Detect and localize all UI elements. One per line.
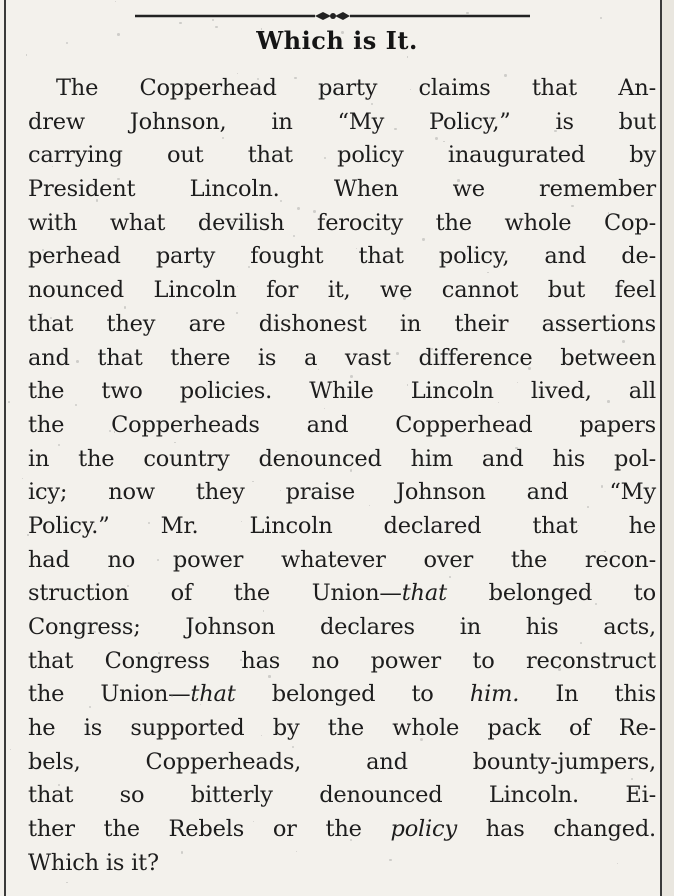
paper-speckle (641, 725, 643, 727)
line-text: the Copperheads and Copperhead papers (28, 411, 656, 438)
article-line (28, 577, 656, 611)
article-line (28, 813, 656, 847)
paper-speckle (148, 522, 150, 524)
article-line (28, 476, 656, 510)
line-text: nounced Lincoln for it, we cannot but feel (28, 277, 656, 304)
italic-text: that (190, 681, 236, 708)
line-text: the two policies. While Lincoln lived, all (28, 378, 656, 405)
paper-speckle (206, 385, 207, 386)
line-text: has changed. (456, 816, 656, 843)
paper-speckle (76, 360, 79, 363)
paper-speckle (10, 749, 11, 750)
article-line (28, 308, 656, 342)
italic-text: him. (469, 681, 520, 708)
paper-speckle (165, 465, 167, 467)
paper-speckle (237, 73, 238, 74)
line-text: in the country denounced him and his pol- (28, 445, 656, 472)
article-line (28, 746, 656, 780)
paper-speckle (407, 56, 409, 58)
paper-speckle (350, 375, 353, 378)
paper-speckle (407, 384, 409, 386)
article-body (28, 72, 656, 881)
paper-speckle (435, 137, 438, 140)
paper-speckle (181, 851, 183, 853)
line-text: the Union— (28, 681, 191, 708)
paper-speckle (221, 91, 222, 92)
paper-speckle (215, 26, 217, 28)
article-line (28, 847, 656, 881)
italic-text: that (401, 580, 447, 607)
ornament-rule (135, 10, 530, 22)
paper-speckle (174, 442, 175, 443)
paper-speckle (117, 33, 120, 36)
paper-speckle (27, 534, 29, 536)
paper-speckle (422, 238, 424, 240)
paper-speckle (410, 89, 411, 90)
line-text: carrying out that policy inaugurated by (28, 142, 656, 169)
line-text: Which is it? (28, 849, 159, 876)
article-line (28, 106, 656, 140)
paper-speckle (50, 317, 52, 319)
article-line (28, 544, 656, 578)
article-line (28, 712, 656, 746)
article-line (28, 375, 656, 409)
line-text: with what devilish ferocity the whole Cop- (28, 209, 656, 236)
line-text: Policy.” Mr. Lincoln declared that he (28, 512, 656, 539)
paper-speckle (22, 478, 23, 479)
adjacent-column-margin (662, 0, 674, 896)
paper-speckle (600, 17, 602, 19)
article-line (28, 611, 656, 645)
paper-speckle (89, 706, 91, 708)
article-line (28, 645, 656, 679)
paper-speckle (42, 249, 44, 251)
paper-speckle (313, 210, 316, 213)
paper-speckle (489, 117, 490, 118)
paper-speckle (504, 74, 506, 76)
paper-speckle (8, 401, 10, 403)
article-line (28, 443, 656, 477)
paper-speckle (571, 205, 573, 207)
paper-speckle (261, 28, 262, 29)
line-text: drew Johnson, in “My Policy,” is but (28, 108, 656, 135)
paper-speckle (350, 469, 352, 471)
paper-speckle (127, 585, 129, 587)
article-line (28, 173, 656, 207)
article-line (28, 342, 656, 376)
paper-speckle (466, 12, 468, 14)
paper-speckle (58, 784, 60, 786)
paper-speckle (403, 297, 406, 300)
paper-speckle (609, 766, 612, 769)
paper-speckle (222, 137, 224, 139)
paper-speckle (420, 738, 423, 741)
paper-speckle (573, 523, 575, 525)
article-title: Which is It. (256, 26, 418, 55)
article-line (28, 72, 656, 106)
paper-speckle (57, 866, 59, 868)
paper-speckle (578, 525, 579, 526)
line-text: that they are dishonest in their assertions (28, 310, 656, 337)
line-text: had no power whatever over the recon- (28, 546, 656, 573)
line-text: icy; now they praise Johnson and “My (28, 479, 656, 506)
paper-speckle (343, 793, 345, 795)
line-text: that so bitterly denounced Lincoln. Ei- (28, 782, 656, 809)
article-line (28, 274, 656, 308)
paper-speckle (179, 22, 182, 25)
paper-speckle (297, 207, 300, 210)
paper-speckle (304, 492, 306, 494)
paper-speckle (66, 882, 68, 884)
line-text: Congress; Johnson declares in his acts, (28, 614, 656, 640)
paper-speckle (498, 402, 499, 403)
article-line (28, 678, 656, 712)
article-line (28, 779, 656, 813)
article-line (28, 510, 656, 544)
line-text: belonged to (446, 580, 656, 607)
paper-speckle (257, 78, 259, 80)
paper-speckle (449, 576, 451, 578)
paper-speckle (268, 675, 270, 677)
paper-speckle (389, 859, 391, 861)
article-line (28, 409, 656, 443)
paper-speckle (157, 559, 159, 561)
line-text: perhead party fought that policy, and de- (28, 243, 656, 270)
line-text: that Congress has no power to reconstruct (28, 647, 656, 674)
article-line (28, 240, 656, 274)
paper-speckle (58, 444, 60, 446)
paper-speckle (93, 631, 95, 633)
line-text: ther the Rebels or the (28, 816, 391, 843)
paper-speckle (293, 235, 295, 237)
line-text: The Copperhead party claims that An- (56, 75, 656, 101)
line-text: belonged to (235, 681, 470, 708)
paper-speckle (115, 1, 116, 2)
paper-speckle (396, 352, 399, 355)
line-text: he is supported by the whole pack of Re- (28, 715, 656, 742)
paper-speckle (114, 431, 115, 432)
paper-speckle (607, 400, 610, 403)
paper-speckle (158, 652, 160, 654)
italic-text: policy (390, 816, 457, 843)
paper-speckle (443, 141, 444, 142)
article-line (28, 139, 656, 173)
paper-speckle (295, 451, 296, 452)
line-text: struction of the Union— (28, 580, 402, 607)
line-text: President Lincoln. When we remember (28, 176, 656, 203)
paper-speckle (457, 179, 460, 182)
column-rule-left (4, 0, 6, 896)
paper-speckle (324, 408, 325, 409)
paper-speckle (528, 367, 531, 370)
article-line (28, 207, 656, 241)
line-text: In this (519, 681, 657, 708)
line-text: bels, Copperheads, and bounty-jumpers, (28, 748, 656, 775)
paper-speckle (296, 851, 297, 852)
paper-speckle (240, 659, 242, 661)
line-text: and that there is a vast difference between (28, 344, 656, 371)
paper-speckle (324, 157, 326, 159)
paper-speckle (41, 313, 42, 314)
paper-speckle (467, 246, 470, 249)
paper-speckle (326, 83, 328, 85)
paper-speckle (280, 200, 282, 202)
